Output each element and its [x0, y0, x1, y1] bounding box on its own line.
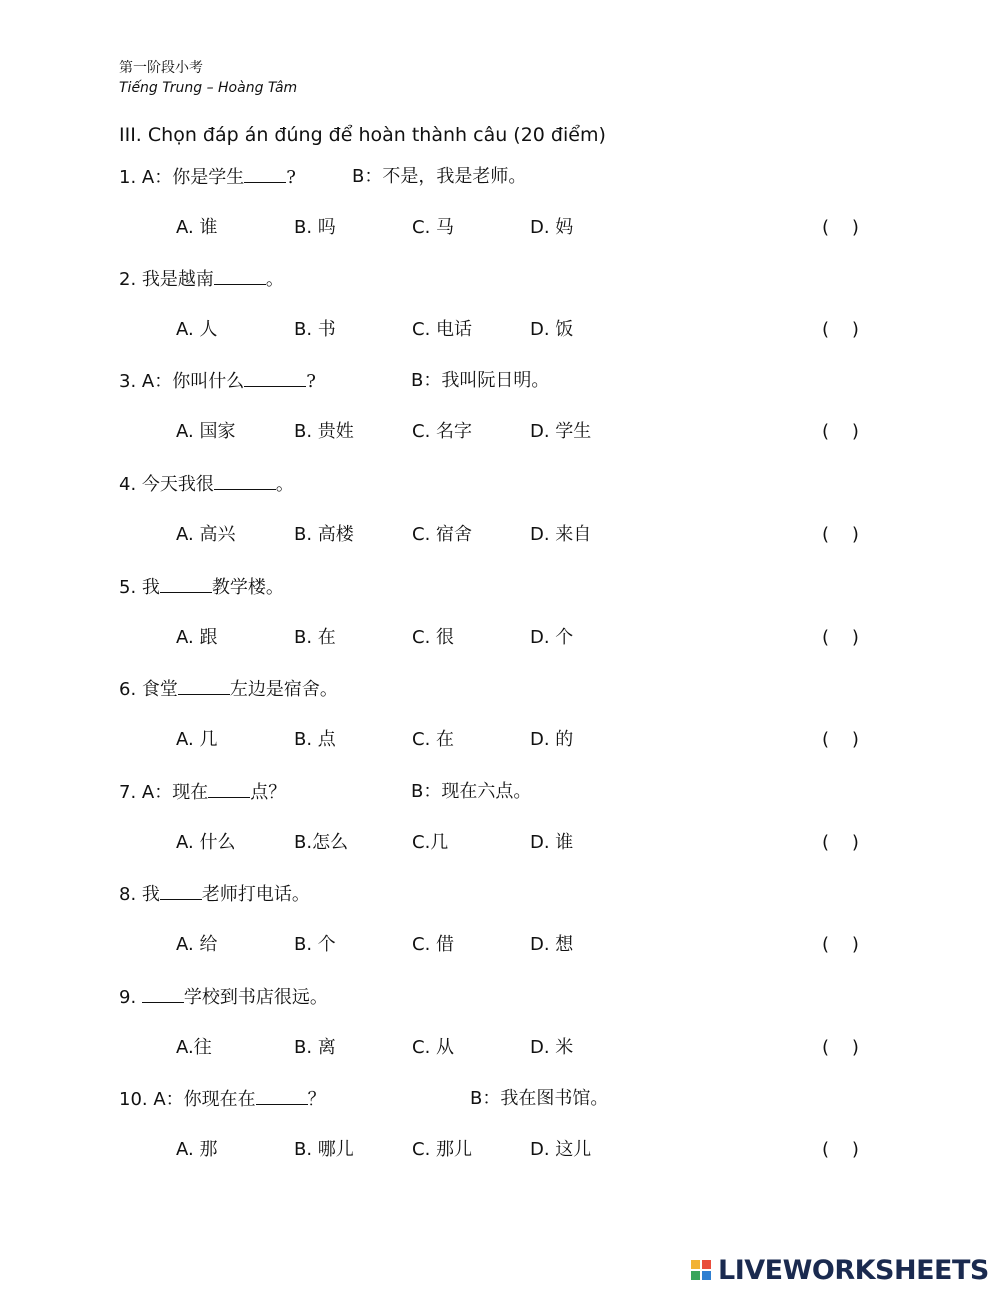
- question-stem: [119, 881, 310, 908]
- question-number: 10. A：: [119, 1089, 184, 1110]
- option-c[interactable]: C. 马: [412, 217, 455, 238]
- stem-text-after: 教学楼。: [211, 577, 284, 598]
- answer-blank: [214, 471, 276, 490]
- answer-blank: [178, 676, 230, 695]
- stem-text-before: 我: [141, 884, 160, 905]
- option-b[interactable]: B. 离: [294, 1037, 336, 1058]
- question-stem: [119, 779, 286, 806]
- answer-blank: [142, 984, 184, 1003]
- option-a[interactable]: A. 给: [176, 934, 218, 955]
- answer-blank: [244, 368, 306, 387]
- stem-text-before: 今天我很: [141, 474, 214, 495]
- option-b[interactable]: B. 在: [294, 627, 336, 648]
- option-a[interactable]: A. 几: [176, 729, 218, 750]
- dialogue-response: B：我叫阮日明。: [411, 370, 550, 391]
- dialogue-response: B：不是，我是老师。: [352, 166, 527, 187]
- option-a[interactable]: A. 什么: [176, 832, 236, 853]
- question-stem: [119, 266, 284, 293]
- question-stem: [119, 676, 338, 703]
- exam-subtitle: 第一阶段小考: [119, 60, 203, 76]
- stem-text-before: 我: [141, 577, 160, 598]
- answer-blank: [208, 779, 250, 798]
- question-stem: [119, 368, 316, 395]
- stem-text-before: 食堂: [141, 679, 178, 700]
- option-d[interactable]: D. 想: [530, 934, 574, 955]
- answer-box[interactable]: ( ): [822, 934, 859, 955]
- question-7: [0, 779, 1000, 879]
- stem-text-before: 现在: [172, 782, 209, 803]
- option-d[interactable]: D. 谁: [530, 832, 574, 853]
- option-b[interactable]: B. 书: [294, 319, 336, 340]
- option-c[interactable]: C. 从: [412, 1037, 455, 1058]
- option-b[interactable]: B. 点: [294, 729, 336, 750]
- logo-text: LIVEWORKSHEETS: [718, 1254, 989, 1286]
- question-stem: [119, 164, 296, 191]
- question-2: [0, 266, 1000, 366]
- option-b[interactable]: B. 哪儿: [294, 1139, 354, 1160]
- option-c[interactable]: C. 电话: [412, 319, 473, 340]
- option-b[interactable]: B. 个: [294, 934, 336, 955]
- dialogue-response: B：我在图书馆。: [470, 1088, 609, 1109]
- answer-box[interactable]: ( ): [822, 217, 859, 238]
- option-a[interactable]: A. 人: [176, 319, 218, 340]
- stem-text-after: ？: [307, 1089, 326, 1110]
- liveworksheets-logo: [690, 1255, 989, 1285]
- answer-box[interactable]: ( ): [822, 421, 859, 442]
- stem-text-after: ?: [306, 371, 316, 392]
- question-number: 6.: [119, 679, 142, 700]
- answer-box[interactable]: ( ): [822, 1037, 859, 1058]
- question-number: 9.: [119, 987, 142, 1008]
- answer-box[interactable]: ( ): [822, 627, 859, 648]
- question-stem: [119, 574, 284, 601]
- question-number: 1. A：: [119, 167, 173, 188]
- answer-blank: [214, 266, 266, 285]
- stem-text-after: 。: [275, 474, 294, 495]
- option-a[interactable]: A. 国家: [176, 421, 236, 442]
- stem-text-after: 点？: [250, 782, 287, 803]
- stem-text-before: 你现在在: [183, 1089, 256, 1110]
- option-d[interactable]: D. 这儿: [530, 1139, 592, 1160]
- answer-box[interactable]: ( ): [822, 1139, 859, 1160]
- stem-text-after: 左边是宿舍。: [229, 679, 338, 700]
- option-a[interactable]: A. 谁: [176, 217, 218, 238]
- option-c[interactable]: C.几: [412, 832, 449, 853]
- dialogue-response: B：现在六点。: [411, 781, 532, 802]
- question-5: [0, 574, 1000, 674]
- option-c[interactable]: C. 借: [412, 934, 455, 955]
- option-b[interactable]: B. 贵姓: [294, 421, 354, 442]
- question-number: 8.: [119, 884, 142, 905]
- option-a[interactable]: A. 高兴: [176, 524, 236, 545]
- stem-text-after: 学校到书店很远。: [183, 987, 328, 1008]
- stem-text-after: 。: [265, 269, 284, 290]
- question-stem: [119, 471, 294, 498]
- option-d[interactable]: D. 个: [530, 627, 574, 648]
- question-number: 3. A：: [119, 371, 173, 392]
- answer-box[interactable]: ( ): [822, 319, 859, 340]
- option-d[interactable]: D. 米: [530, 1037, 574, 1058]
- question-3: [0, 368, 1000, 468]
- option-d[interactable]: D. 来自: [530, 524, 592, 545]
- stem-text-after: ?: [286, 167, 296, 188]
- option-c[interactable]: C. 那儿: [412, 1139, 473, 1160]
- stem-text-before: 我是越南: [141, 269, 214, 290]
- logo-mark-icon: [690, 1259, 712, 1281]
- question-number: 2.: [119, 269, 142, 290]
- question-10: [0, 1086, 1000, 1186]
- section-title: III. Chọn đáp án đúng để hoàn thành câu (20 điểm): [119, 124, 606, 146]
- question-number: 4.: [119, 474, 142, 495]
- option-c[interactable]: C. 很: [412, 627, 455, 648]
- question-1: [0, 164, 1000, 264]
- answer-box[interactable]: ( ): [822, 729, 859, 750]
- document-header: [119, 58, 297, 98]
- question-stem: [119, 1086, 326, 1113]
- question-9: [0, 984, 1000, 1084]
- question-number: 7. A：: [119, 782, 173, 803]
- option-b[interactable]: B. 吗: [294, 217, 336, 238]
- question-6: [0, 676, 1000, 776]
- question-number: 5.: [119, 577, 142, 598]
- answer-box[interactable]: ( ): [822, 524, 859, 545]
- option-c[interactable]: C. 宿舍: [412, 524, 473, 545]
- stem-text-before: 你是学生: [172, 167, 245, 188]
- answer-blank: [160, 574, 212, 593]
- question-4: [0, 471, 1000, 571]
- question-stem: [119, 984, 328, 1011]
- option-a[interactable]: A.往: [176, 1037, 212, 1058]
- option-d[interactable]: D. 学生: [530, 421, 592, 442]
- answer-blank: [244, 164, 286, 183]
- option-b[interactable]: B.怎么: [294, 832, 349, 853]
- answer-box[interactable]: ( ): [822, 832, 859, 853]
- answer-blank: [160, 881, 202, 900]
- question-8: [0, 881, 1000, 981]
- option-d[interactable]: D. 的: [530, 729, 574, 750]
- exam-author: Tiếng Trung – Hoàng Tâm: [119, 80, 298, 96]
- option-c[interactable]: C. 名字: [412, 421, 473, 442]
- stem-text-before: 你叫什么: [172, 371, 245, 392]
- option-d[interactable]: D. 饭: [530, 319, 574, 340]
- option-a[interactable]: A. 跟: [176, 627, 218, 648]
- option-c[interactable]: C. 在: [412, 729, 455, 750]
- option-a[interactable]: A. 那: [176, 1139, 218, 1160]
- stem-text-after: 老师打电话。: [201, 884, 310, 905]
- option-d[interactable]: D. 妈: [530, 217, 574, 238]
- answer-blank: [256, 1086, 308, 1105]
- option-b[interactable]: B. 高楼: [294, 524, 354, 545]
